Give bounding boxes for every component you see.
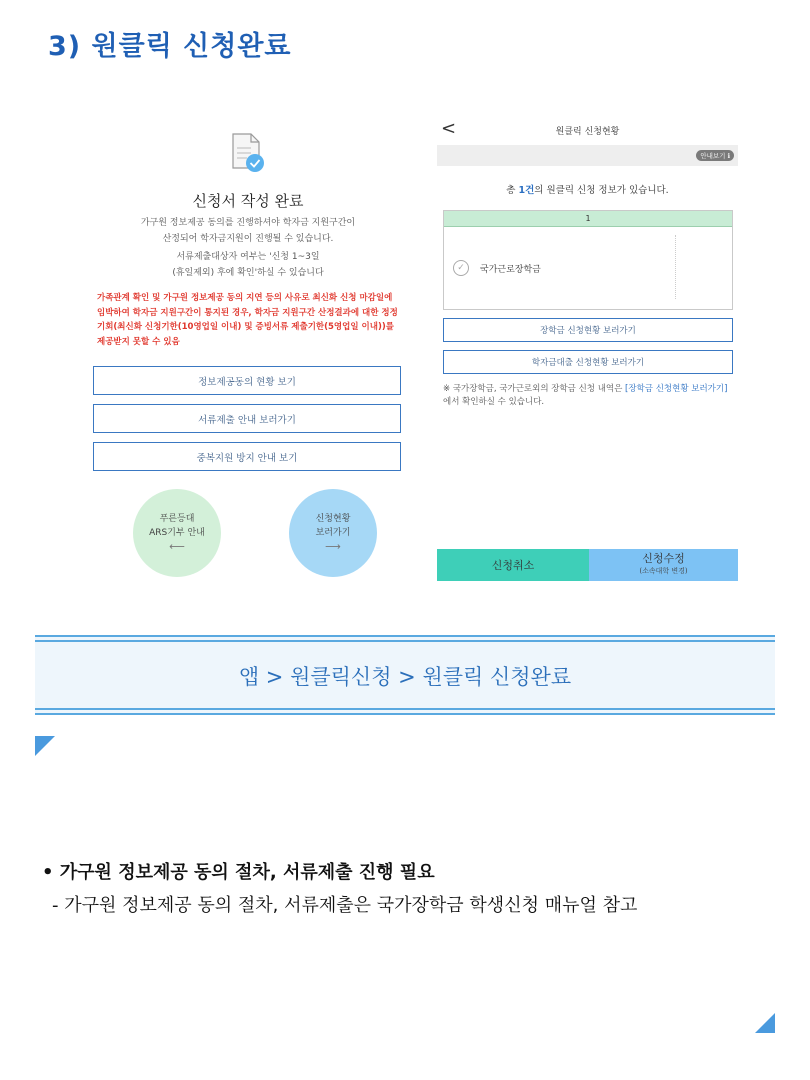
summary-count: 1건 [518, 185, 535, 196]
application-card[interactable] [443, 210, 733, 310]
guide-badge[interactable]: 안내보기 ℹ [696, 150, 734, 161]
scholarship-name: 국가근로장학금 [480, 265, 541, 275]
duplicate-guide-button[interactable]: 중복지원 방지 안내 보기 [93, 442, 401, 471]
sub-point: - 가구원 정보제공 동의 절차, 서류제출은 국가장학금 학생신청 매뉴얼 참고 [52, 895, 638, 916]
bullet-point: • 가구원 정보제공 동의 절차, 서류제출 진행 필요 [42, 862, 435, 883]
ars-label-2: ARS기부 안내 [149, 528, 205, 538]
breadcrumb: 앱 > 원클릭신청 > 원클릭 신청완료 [238, 665, 572, 689]
summary-text: 총 1건의 원클릭 신청 정보가 있습니다. [506, 185, 669, 196]
corner-triangle-icon [755, 1013, 775, 1033]
corner-triangle-icon [35, 736, 55, 756]
card-index: 1 [444, 211, 732, 227]
check-circle-icon: ✓ [453, 260, 469, 276]
loan-status-button[interactable]: 학자금대출 신청현황 보러가기 [443, 350, 733, 374]
completion-heading: 신청서 작성 완료 [192, 192, 304, 210]
cancel-application-button[interactable]: 신청취소 [437, 549, 589, 581]
status-label-2: 보러가기 [315, 528, 351, 538]
scholarship-status-link[interactable]: [장학금 신청현황 보러가기] [625, 384, 728, 394]
scholarship-status-button[interactable]: 장학금 신청현황 보러가기 [443, 318, 733, 342]
edit-sublabel: (소속대학 변경) [639, 567, 688, 575]
consent-status-button[interactable]: 정보제공동의 현황 보기 [93, 366, 401, 395]
arrow-left-icon: ⟵ [169, 540, 185, 553]
status-view-button[interactable] [289, 489, 377, 577]
arrow-right-icon: ⟶ [325, 540, 341, 553]
ars-donation-button[interactable] [133, 489, 221, 577]
completion-desc-2: 산정되어 학자금지원이 진행될 수 있습니다. [162, 234, 334, 244]
document-guide-button[interactable]: 서류제출 안내 보러가기 [93, 404, 401, 433]
document-check-icon [231, 132, 265, 174]
completion-desc-4: (휴일제외) 후에 확인'하실 수 있습니다 [172, 268, 324, 278]
ars-label-1: 푸른등대 [159, 514, 195, 524]
warning-text: 가족관계 확인 및 가구원 정보제공 동의 지연 등의 사유로 최신화 신청 마감일에 임박하여 학자금 지원구간이 통지된 경우, 학자금 지원구간 산정결과에 대한 정정기회(최신화 신청기한(10영업일 이내) 및 증빙서류 제출기한(5영업일 이내))를 제공받지 못할 수 있음 [97, 293, 398, 347]
completion-desc-1: 가구원 정보제공 동의를 진행하셔야 학자금 지원구간이 [140, 218, 356, 228]
completion-desc-3: 서류제출대상자 여부는 '신청 1~3일 [176, 252, 320, 262]
edit-label: 신청수정 [642, 552, 685, 565]
back-arrow-icon[interactable]: < [441, 118, 457, 139]
info-note: ※ 국가장학금, 국가근로외의 장학금 신청 내역은 [장학금 신청현황 보러가기]에서 확인하실 수 있습니다. [443, 384, 728, 407]
page-title: 3) 원클릭 신청완료 [48, 31, 292, 62]
divider [675, 235, 676, 299]
status-header: 원클릭 신청현황 [555, 127, 620, 137]
guide-bar [437, 145, 738, 166]
edit-application-button[interactable] [589, 549, 738, 581]
status-label-1: 신청현황 [315, 514, 351, 524]
